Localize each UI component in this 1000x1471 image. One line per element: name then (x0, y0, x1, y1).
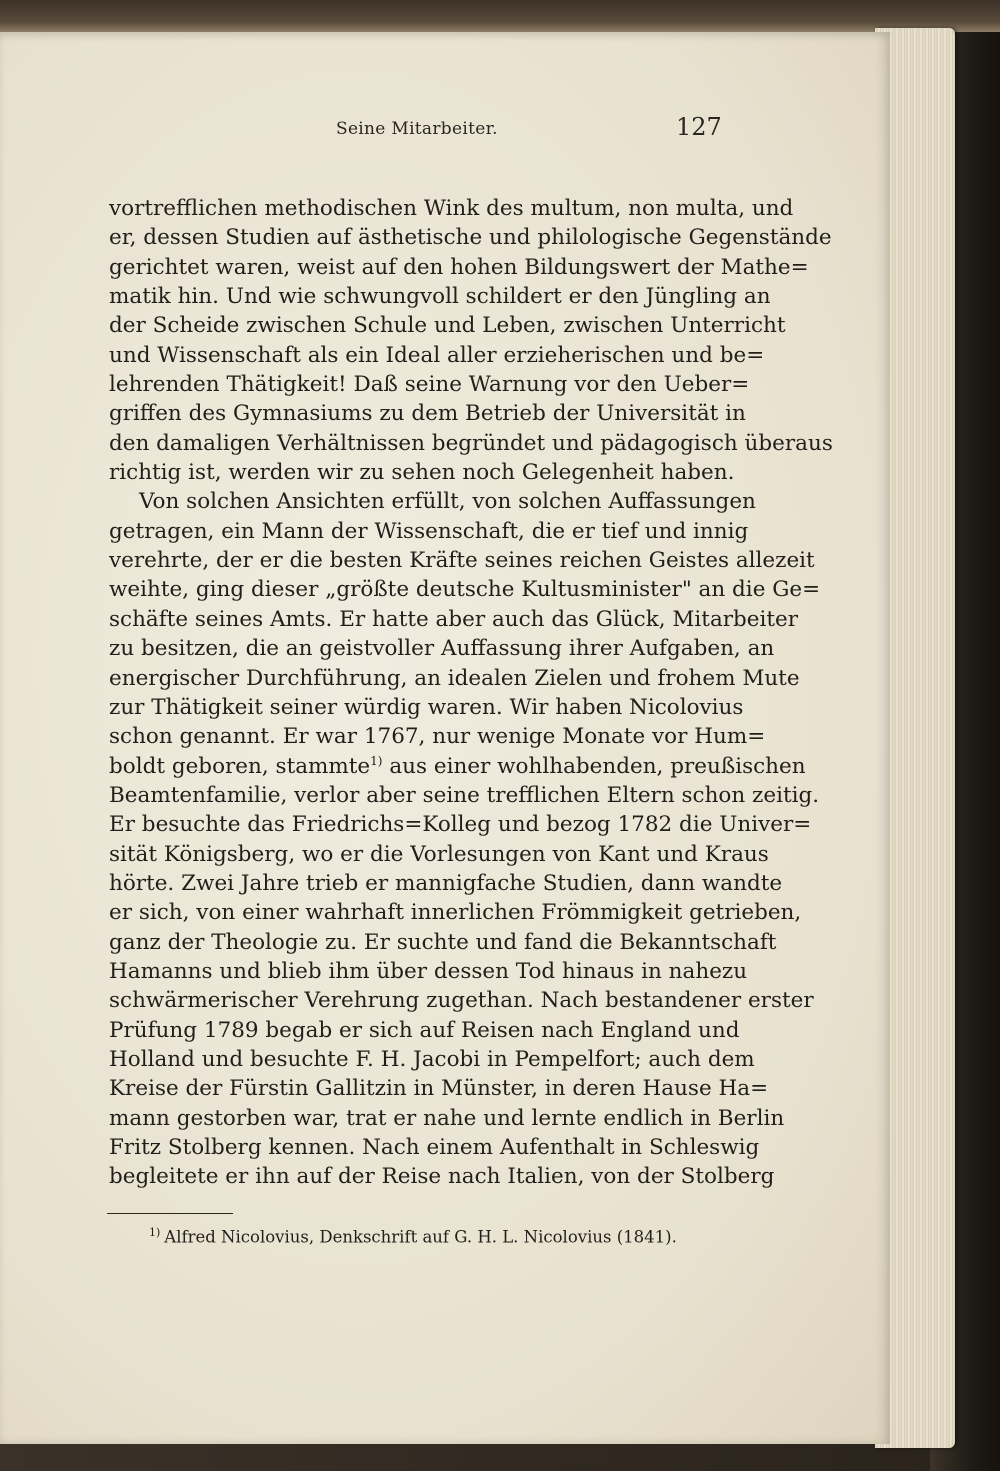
text-line: mann gestorben war, trat er nahe und lernte endlich in Berlin (109, 1105, 785, 1131)
text-line: schon genannt. Er war 1767, nur wenige Monate vor Hum= (109, 724, 766, 750)
page-number: 127 (676, 113, 722, 141)
text-line: Er besuchte das Friedrichs=Kolleg und bezog 1782 die Univer= (109, 812, 812, 838)
text-line: hörte. Zwei Jahre trieb er mannigfache Studien, dann wandte (109, 870, 783, 896)
text-line-with-footnote (109, 752, 806, 781)
text-line: verehrte, der er die besten Kräfte seines reichen Geistes allezeit (109, 548, 815, 574)
running-head (0, 113, 890, 153)
text-line: er, dessen Studien auf ästhetische und philologische Gegenstände (109, 225, 832, 251)
footnote (149, 1226, 709, 1247)
text-line: Kreise der Fürstin Gallitzin in Münster, in deren Hause Ha= (109, 1076, 769, 1102)
text-line: zu besitzen, die an geistvoller Auffassung ihrer Aufgaben, an (109, 636, 775, 662)
text-line: Prüfung 1789 begab er sich auf Reisen nach England und (109, 1017, 740, 1043)
text-line: Beamtenfamilie, verlor aber seine trefflichen Eltern schon zeitig. (109, 782, 820, 808)
text-line: vortrefflichen methodischen Wink des multum, non multa, und (109, 196, 794, 221)
text-line: Fritz Stolberg kennen. Nach einem Aufenthalt in Schleswig (109, 1135, 760, 1160)
text-line: energischer Durchführung, an idealen Zielen und frohem Mute (109, 665, 800, 691)
text-line: richtig ist, werden wir zu sehen noch Gelegenheit haben. (109, 460, 735, 486)
text-line: sität Königsberg, wo er die Vorlesungen von Kant und Kraus (109, 841, 769, 867)
text-line: griffen des Gymnasiums zu dem Betrieb der Universität in (109, 401, 746, 427)
footnote-text: Alfred Nicolovius, Denkschrift auf G. H. L. Nicolovius (1841). (164, 1227, 677, 1247)
footnote-rule (107, 1213, 233, 1214)
text-line: lehrenden Thätigkeit! Daß seine Warnung vor den Ueber= (109, 372, 750, 398)
text-line: Hamanns und blieb ihm über dessen Tod hinaus in nahezu (109, 958, 748, 984)
text-line: weihte, ging dieser „größte deutsche Kultusminister" an die Ge= (109, 577, 821, 603)
body-text (109, 194, 833, 1192)
top-edge (0, 0, 1000, 32)
text-line: getragen, ein Mann der Wissenschaft, die er tief und innig (109, 518, 749, 544)
text-line: er sich, von einer wahrhaft innerlichen Frömmigkeit getrieben, (109, 900, 802, 926)
text-line: begleitete er ihn auf der Reise nach Italien, von der Stolberg (109, 1164, 775, 1190)
text-line: schäfte seines Amts. Er hatte aber auch das Glück, Mitarbeiter (109, 606, 799, 632)
text-line: und Wissenschaft als ein Ideal aller erzieherischen und be= (109, 342, 765, 368)
line-segment: boldt geboren, stammte (109, 753, 371, 779)
text-line: ganz der Theologie zu. Er suchte und fand die Bekanntschaft (109, 929, 777, 955)
text-line: matik hin. Und wie schwungvoll schildert er den Jüngling an (109, 284, 771, 310)
text-line: Holland und besuchte F. H. Jacobi in Pempelfort; auch dem (109, 1046, 755, 1072)
text-line: zur Thätigkeit seiner würdig waren. Wir haben Nicolovius (109, 694, 744, 720)
running-title: Seine Mitarbeiter. (336, 119, 498, 139)
text-line: schwärmerischer Verehrung zugethan. Nach bestandener erster (109, 988, 814, 1014)
footnote-reference[interactable]: 1) (370, 753, 383, 768)
text-line: Von solchen Ansichten erfüllt, von solchen Auffassungen (139, 489, 756, 515)
text-line: der Scheide zwischen Schule und Leben, zwischen Unterricht (109, 313, 786, 339)
text-line: gerichtet waren, weist auf den hohen Bildungswert der Mathe= (109, 254, 809, 280)
line-segment: aus einer wohlhabenden, preußischen (389, 753, 806, 779)
footnote-marker: 1) (149, 1226, 161, 1239)
text-line: den damaligen Verhältnissen begründet und pädagogisch überaus (109, 430, 833, 456)
